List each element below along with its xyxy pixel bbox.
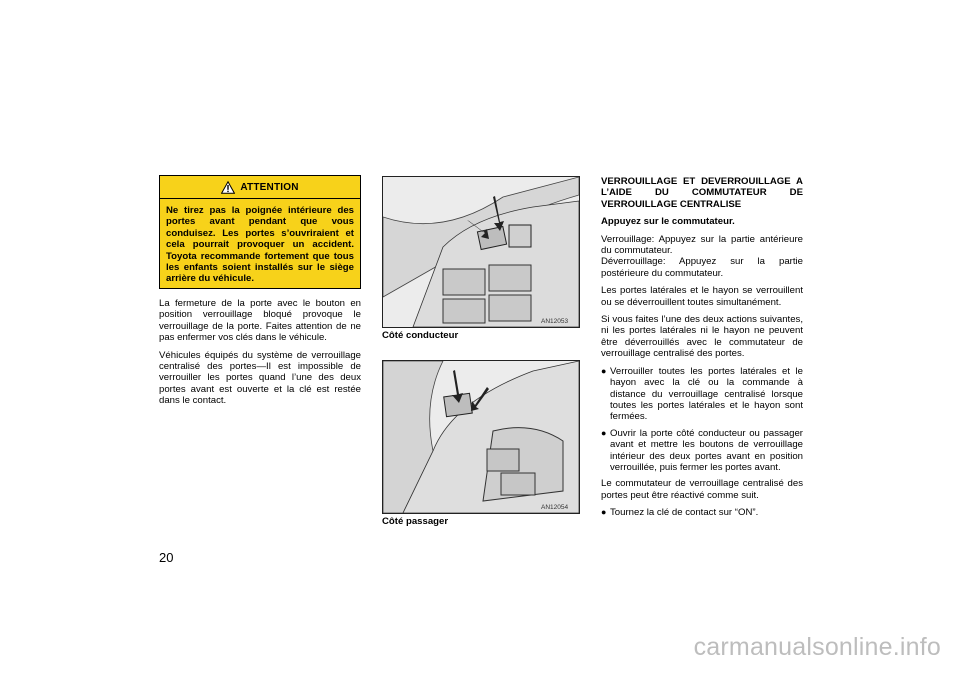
- passenger-side-figure: [382, 360, 580, 514]
- reactivate-paragraph: Le commutateur de verrouillage centralisé des portes peut être réactivé comme suit.: [601, 478, 803, 501]
- page-number: 20: [159, 550, 174, 565]
- passenger-caption: Côté passager: [382, 516, 449, 527]
- attention-body: Ne tirez pas la poignée intérieure des portes avant pendant que vous conduisez. Les portes s’ouvriraient et cela pourrait provoquer un accident. Toyota recommande fortement que tous les enfants soient installés sur le siège arrière du véhicule.: [166, 205, 354, 285]
- list-item-text: Ouvrir la porte côté conducteur ou passager avant et mettre les boutons de verrouillage intérieur des deux portes avant en position verrouillée, puis fermer les portes avant.: [610, 427, 803, 473]
- passenger-switch-illustration: [383, 361, 579, 513]
- warning-icon: [221, 181, 235, 194]
- section-heading: VERROUILLAGE ET DEVERROUILLAGE A L’AIDE DU COMMUTATEUR DE VERROUILLAGE CENTRALISE: [601, 176, 803, 210]
- attention-title: ATTENTION: [240, 181, 299, 193]
- list-item: [601, 428, 803, 474]
- list-item: [601, 366, 803, 423]
- left-paragraph-2: Véhicules équipés du système de verrouillage centralisé des portes—Il est impossible de verrouiller les portes quand l’une des deux portes avant est ouverte et la clé est restée dans le contact.: [159, 349, 361, 407]
- bullet-icon: ●: [601, 507, 607, 518]
- simultaneous-paragraph: Les portes latérales et le hayon se verrouillent ou se déverrouillent toutes simultanément.: [601, 285, 803, 308]
- passenger-figure-code: AN12054: [541, 504, 569, 511]
- list-item: [601, 507, 803, 518]
- list-item-text: Verrouiller toutes les portes latérales et le hayon avec la clé ou la commande à distance du verrouillage centralisé lorsque toutes les portes latérales et le hayon sont fermées.: [610, 365, 803, 423]
- driver-figure-code: AN12053: [541, 318, 569, 325]
- conditions-paragraph: Si vous faites l’une des deux actions suivantes, ni les portes latérales ni le hayon ne peuvent être déverrouillés avec le commutateur de verrouillage centralisé des portes.: [601, 314, 803, 360]
- left-paragraph-1: La fermeture de la porte avec le bouton en position verrouillage bloqué provoque le verrouillage de la porte. Faites attention de ne pas enfermer vos clés dans le véhicule.: [159, 298, 361, 344]
- driver-side-figure: [382, 176, 580, 328]
- lock-instruction: Verrouillage: Appuyez sur la partie antérieure du commutateur.: [601, 233, 803, 257]
- attention-box: [159, 175, 361, 289]
- attention-header: [160, 176, 360, 199]
- unlock-instruction: Déverrouillage: Appuyez sur la partie postérieure du commutateur.: [601, 256, 803, 279]
- list-item-text: Tournez la clé de contact sur “ON”.: [610, 507, 759, 519]
- left-column: [159, 298, 361, 413]
- section-subheading: Appuyez sur le commutateur.: [601, 216, 735, 228]
- bullet-icon: ●: [601, 427, 607, 438]
- driver-caption: Côté conducteur: [382, 330, 459, 341]
- bullet-icon: ●: [601, 365, 607, 376]
- watermark: carmanualsonline.info: [693, 633, 941, 661]
- right-column: [601, 176, 803, 524]
- driver-switch-illustration: [383, 177, 579, 327]
